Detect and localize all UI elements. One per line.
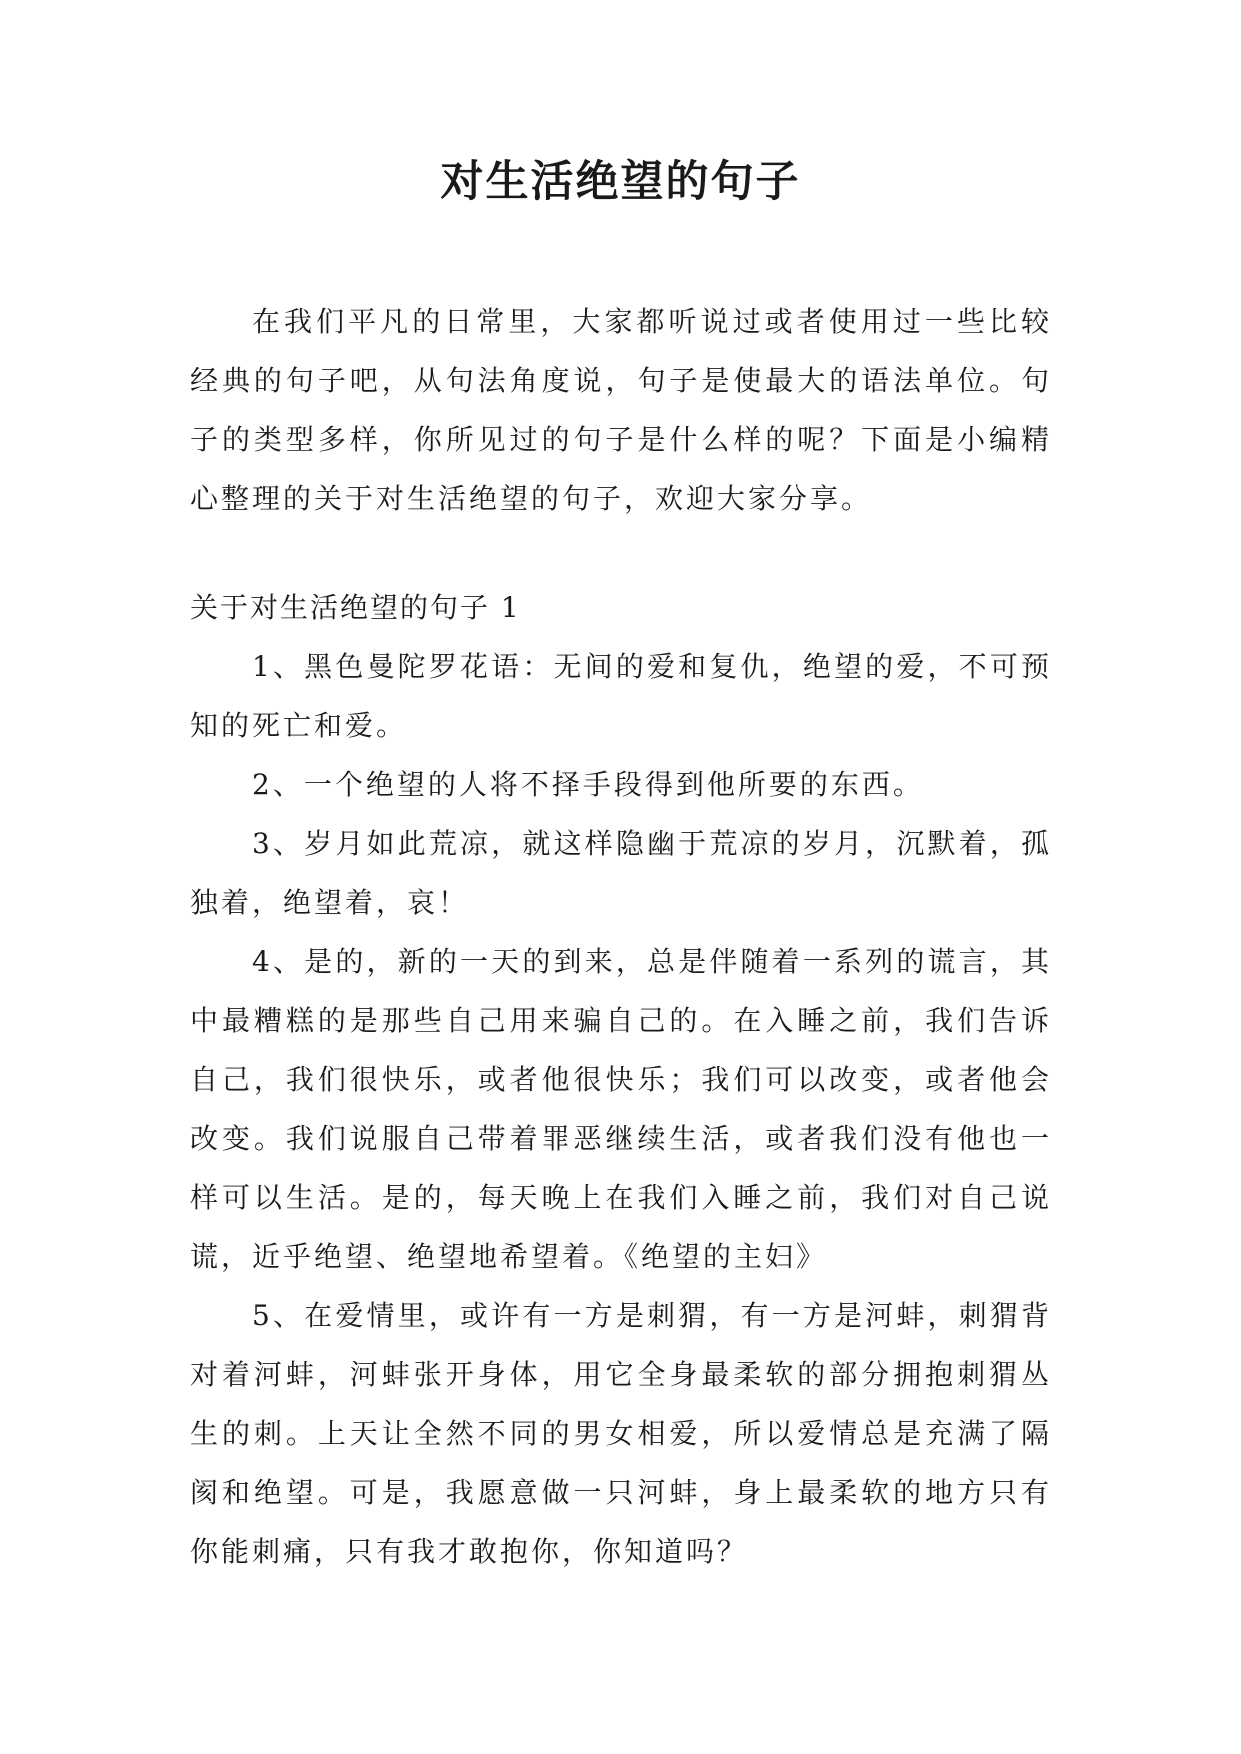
sentence-list: [190, 637, 1052, 1581]
list-item: 1、黑色曼陀罗花语：无间的爱和复仇，绝望的爱，不可预知的死亡和爱。: [190, 650, 1052, 742]
list-item: 3、岁月如此荒凉，就这样隐幽于荒凉的岁月，沉默着，孤独着，绝望着，哀！: [190, 827, 1052, 919]
document-title: 对生活绝望的句子: [440, 157, 801, 207]
intro-paragraph: 在我们平凡的日常里，大家都听说过或者使用过一些比较经典的句子吧，从句法角度说，句子是使最大的语法单位。句子的类型多样，你所见过的句子是什么样的呢？下面是小编精心整理的关于对生活绝望的句子，欢迎大家分享。: [190, 305, 1052, 515]
list-item: 5、在爱情里，或许有一方是刺猬，有一方是河蚌，刺猬背对着河蚌，河蚌张开身体，用它全身最柔软的部分拥抱刺猬丛生的刺。上天让全然不同的男女相爱，所以爱情总是充满了隔阂和绝望。可是，我愿意做一只河蚌，身上最柔软的地方只有你能刺痛，只有我才敢抱你，你知道吗？: [190, 1299, 1052, 1568]
section-heading: 关于对生活绝望的句子 1: [190, 591, 521, 624]
list-item: 2、一个绝望的人将不择手段得到他所要的东西。: [252, 768, 924, 801]
list-item: 4、是的，新的一天的到来，总是伴随着一系列的谎言，其中最糟糕的是那些自己用来骗自己的。在入睡之前，我们告诉自己，我们很快乐，或者他很快乐；我们可以改变，或者他会改变。我们说服自己带着罪恶继续生活，或者我们没有他也一样可以生活。是的，每天晚上在我们入睡之前，我们对自己说谎，近乎绝望、绝望地希望着。《绝望的主妇》: [190, 945, 1052, 1273]
intro-section: [190, 292, 1052, 528]
